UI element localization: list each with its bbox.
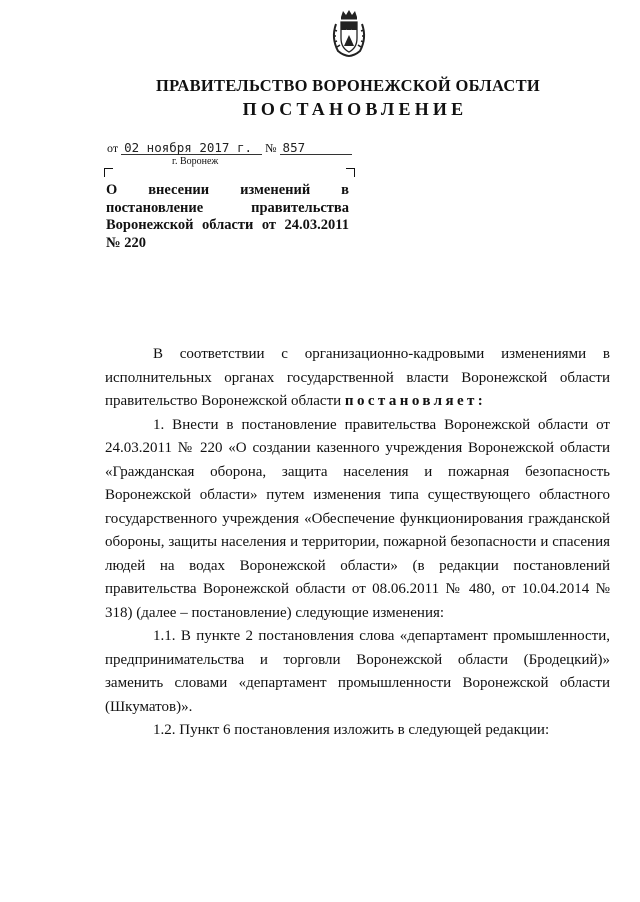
number-field: 857 [280,141,352,155]
date-number-line [107,141,352,156]
decree-word: постановляет: [344,393,487,409]
intro-text: В соответствии с организационно-кадровыми изменениями в исполнительных органах государственной власти Воронежской области правительство Воронежской области [105,346,610,409]
corner-mark-left [104,168,113,177]
intro-paragraph [105,343,610,414]
subject-line-2: постановление правительства [106,199,349,216]
subject-line-3: Воронежской области от 24.03.2011 [106,217,349,233]
item-1-paragraph: 1. Внести в постановление правительства Воронежской области от 24.03.2011 № 220 «О создании казенного учреждения Воронежской области «Гражданская оборона, защита населения и пожарная безопасность Воронежской области» путем изменения типа существующего областного государственного учреждения «Обеспечение функционирования гражданской обороны, защиты населения и территории, пожарной безопасности и спасения людей на водах Воронежской области» (в редакции постановлений правительства Воронежской области от 08.06.2011 № 480, от 10.04.2014 № 318) (далее – постановление) следующие изменения: [105,416,610,621]
item-1-2-paragraph: 1.2. Пункт 6 постановления изложить в следующей редакции: [153,722,550,738]
item-1-1-paragraph: 1.1. В пункте 2 постановления слова «департамент промышленности, предпринимательства и торговли Воронежской области (Бродецкий)» заменить словами «департамент промышленности Воронежской области (Шкуматов)». [105,628,610,715]
subject-heading [106,182,349,252]
date-field: 02 ноября 2017 г. [121,141,262,155]
corner-mark-right [346,168,355,177]
coat-of-arms-icon [328,8,370,58]
document-type: ПОСТАНОВЛЕНИЕ [242,99,468,119]
city-label: г. Воронеж [172,156,219,167]
government-title: ПРАВИТЕЛЬСТВО ВОРОНЕЖСКОЙ ОБЛАСТИ [155,76,541,95]
date-prefix: от [107,141,119,155]
subject-line-4: № 220 [106,234,146,251]
subject-line-1: О внесении изменений в [106,182,349,198]
number-label: № [265,141,277,155]
document-body [105,343,610,743]
